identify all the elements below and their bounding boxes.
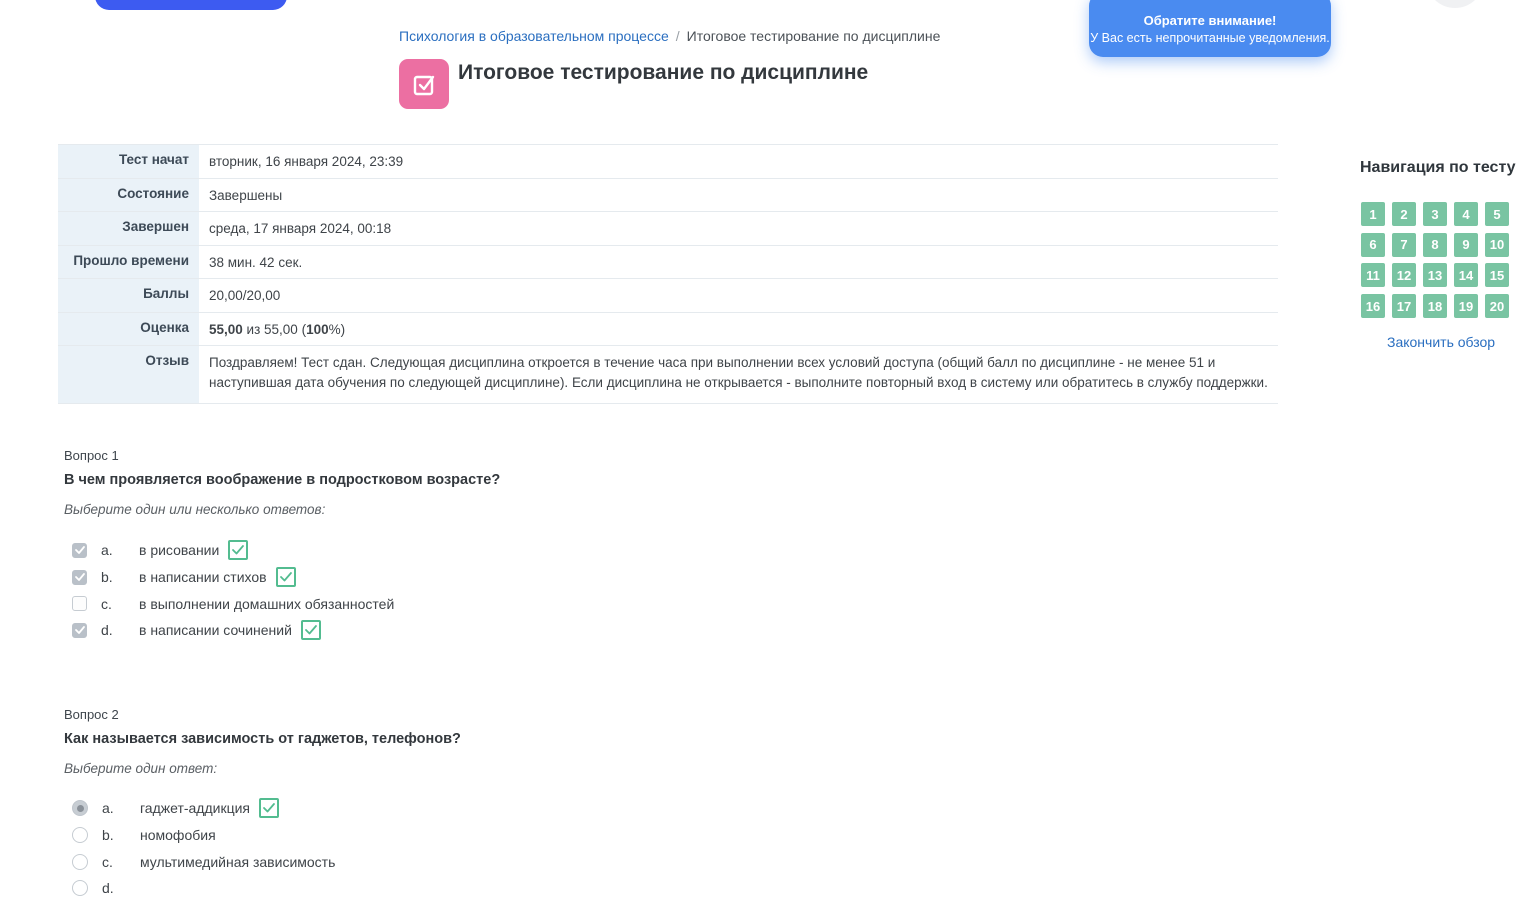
- option-letter: c.: [102, 853, 113, 870]
- table-row: [58, 211, 1278, 245]
- option-text: в написании сочинений: [139, 622, 292, 639]
- quiz-nav-button[interactable]: 5: [1485, 202, 1509, 226]
- quiz-title-icon: [399, 59, 449, 109]
- notification-message: У Вас есть непрочитанные уведомления.: [1090, 30, 1330, 45]
- option-letter: c.: [101, 595, 112, 612]
- row-label: Завершен: [58, 212, 199, 245]
- option-letter: d.: [102, 880, 114, 897]
- question-prompt: Выберите один ответ:: [64, 761, 218, 776]
- table-row: [58, 345, 1278, 403]
- row-label: Прошло времени: [58, 246, 199, 279]
- row-value: Завершены: [209, 187, 283, 203]
- breadcrumb-current: Итоговое тестирование по дисциплине: [686, 28, 941, 44]
- answer-radio[interactable]: [72, 854, 88, 870]
- answer-radio[interactable]: [72, 880, 88, 896]
- top-left-button[interactable]: [95, 0, 287, 10]
- correct-answer-icon: [259, 798, 279, 818]
- quiz-nav-button[interactable]: 3: [1423, 202, 1447, 226]
- option-text: в рисовании: [139, 542, 220, 559]
- quiz-nav-button[interactable]: 15: [1485, 263, 1509, 287]
- correct-answer-icon: [228, 540, 248, 560]
- row-value: Поздравляем! Тест сдан. Следующая дисциплина откроется в течение часа при выполнении всех условий доступа (общий балл по дисциплине - не менее 51 и наступившая дата обучения по следующей дисциплине). Если дисциплина не открывается - выполните повторный вход в систему или обратитесь в службу поддержки.: [209, 355, 1268, 390]
- quiz-nav-button[interactable]: 20: [1485, 294, 1509, 318]
- grade-score: 55,00: [209, 321, 243, 337]
- row-value: 20,00/20,00: [209, 288, 281, 304]
- quiz-nav-button[interactable]: 18: [1423, 294, 1447, 318]
- answer-option: [64, 848, 964, 875]
- question-number: Вопрос 1: [64, 448, 119, 463]
- quiz-nav-button[interactable]: 13: [1423, 263, 1447, 287]
- option-text: в выполнении домашних обязанностей: [139, 595, 395, 612]
- answer-options: [64, 537, 964, 644]
- question-number: Вопрос 2: [64, 707, 119, 722]
- answer-option: [64, 564, 964, 591]
- row-value: среда, 17 января 2024, 00:18: [209, 221, 392, 237]
- answer-options: [64, 795, 964, 902]
- table-row: [58, 312, 1278, 346]
- option-letter: a.: [102, 800, 114, 817]
- grade-suffix: %): [328, 321, 346, 337]
- question-block-1: [64, 448, 964, 644]
- answer-checkbox[interactable]: [72, 543, 87, 558]
- quiz-nav-button[interactable]: 14: [1454, 263, 1478, 287]
- page-title: Итоговое тестирование по дисциплине: [458, 61, 869, 84]
- answer-option: [64, 590, 964, 617]
- quiz-nav-button[interactable]: 19: [1454, 294, 1478, 318]
- answer-checkbox[interactable]: [72, 623, 87, 638]
- option-text: в написании стихов: [139, 569, 267, 586]
- row-value: вторник, 16 января 2024, 23:39: [209, 154, 404, 169]
- quiz-nav-button[interactable]: 2: [1392, 202, 1416, 226]
- notification-toast[interactable]: [1089, 0, 1331, 57]
- quiz-nav-button[interactable]: 8: [1423, 233, 1447, 257]
- grade-middle: из 55,00 (: [242, 321, 307, 337]
- option-letter: a.: [101, 542, 113, 559]
- topbar-circle-button[interactable]: [1427, 0, 1483, 8]
- quiz-nav-button[interactable]: 1: [1361, 202, 1385, 226]
- grade-percent: 100: [306, 321, 329, 337]
- quiz-nav-button[interactable]: 12: [1392, 263, 1416, 287]
- row-label: Оценка: [58, 313, 199, 346]
- question-prompt: Выберите один или несколько ответов:: [64, 502, 326, 517]
- table-row: [58, 245, 1278, 279]
- question-text: В чем проявляется воображение в подростковом возрасте?: [64, 472, 501, 488]
- quiz-nav-button[interactable]: 9: [1454, 233, 1478, 257]
- answer-checkbox[interactable]: [72, 596, 87, 611]
- option-letter: b.: [101, 569, 113, 586]
- row-label: Баллы: [58, 279, 199, 312]
- answer-option: [64, 822, 964, 849]
- question-text: Как называется зависимость от гаджетов, телефонов?: [64, 731, 461, 747]
- correct-answer-icon: [276, 567, 296, 587]
- question-block-2: [64, 707, 964, 902]
- option-letter: b.: [102, 827, 114, 844]
- answer-option: [64, 617, 964, 644]
- quiz-nav-button[interactable]: 10: [1485, 233, 1509, 257]
- option-text: мультимедийная зависимость: [140, 853, 336, 870]
- row-value: 38 мин. 42 сек.: [209, 254, 303, 270]
- answer-option: [64, 795, 964, 822]
- row-label: Тест начат: [58, 145, 199, 178]
- option-text: номофобия: [140, 827, 216, 844]
- quiz-nav-button[interactable]: 7: [1392, 233, 1416, 257]
- quiz-nav-button[interactable]: 16: [1361, 294, 1385, 318]
- table-row: [58, 178, 1278, 212]
- summary-table: [58, 144, 1278, 404]
- quiz-nav-button[interactable]: 11: [1361, 263, 1385, 287]
- table-row: [58, 144, 1278, 178]
- notification-title: Обратите внимание!: [1143, 12, 1277, 28]
- checkbox-check-icon: [411, 71, 438, 98]
- answer-option: [64, 537, 964, 564]
- option-letter: d.: [101, 622, 113, 639]
- quiz-nav-button[interactable]: 4: [1454, 202, 1478, 226]
- table-row: [58, 278, 1278, 312]
- option-text: гаджет-аддикция: [140, 800, 251, 817]
- answer-radio[interactable]: [72, 800, 88, 816]
- correct-answer-icon: [301, 620, 321, 640]
- answer-radio[interactable]: [72, 827, 88, 843]
- breadcrumb-course-link[interactable]: Психология в образовательном процессе: [399, 28, 669, 44]
- finish-review-link[interactable]: Закончить обзор: [1387, 334, 1496, 350]
- answer-checkbox[interactable]: [72, 570, 87, 585]
- row-label: Отзыв: [58, 346, 199, 403]
- quiz-nav-grid: [1361, 202, 1509, 318]
- quiz-nav-button[interactable]: 6: [1361, 233, 1385, 257]
- quiz-nav-button[interactable]: 17: [1392, 294, 1416, 318]
- grade-value: [199, 313, 1278, 346]
- answer-option: [64, 875, 964, 902]
- breadcrumb: [399, 28, 940, 44]
- breadcrumb-separator: /: [675, 28, 680, 44]
- row-label: Состояние: [58, 179, 199, 212]
- quiz-nav-title: Навигация по тесту: [1360, 159, 1516, 176]
